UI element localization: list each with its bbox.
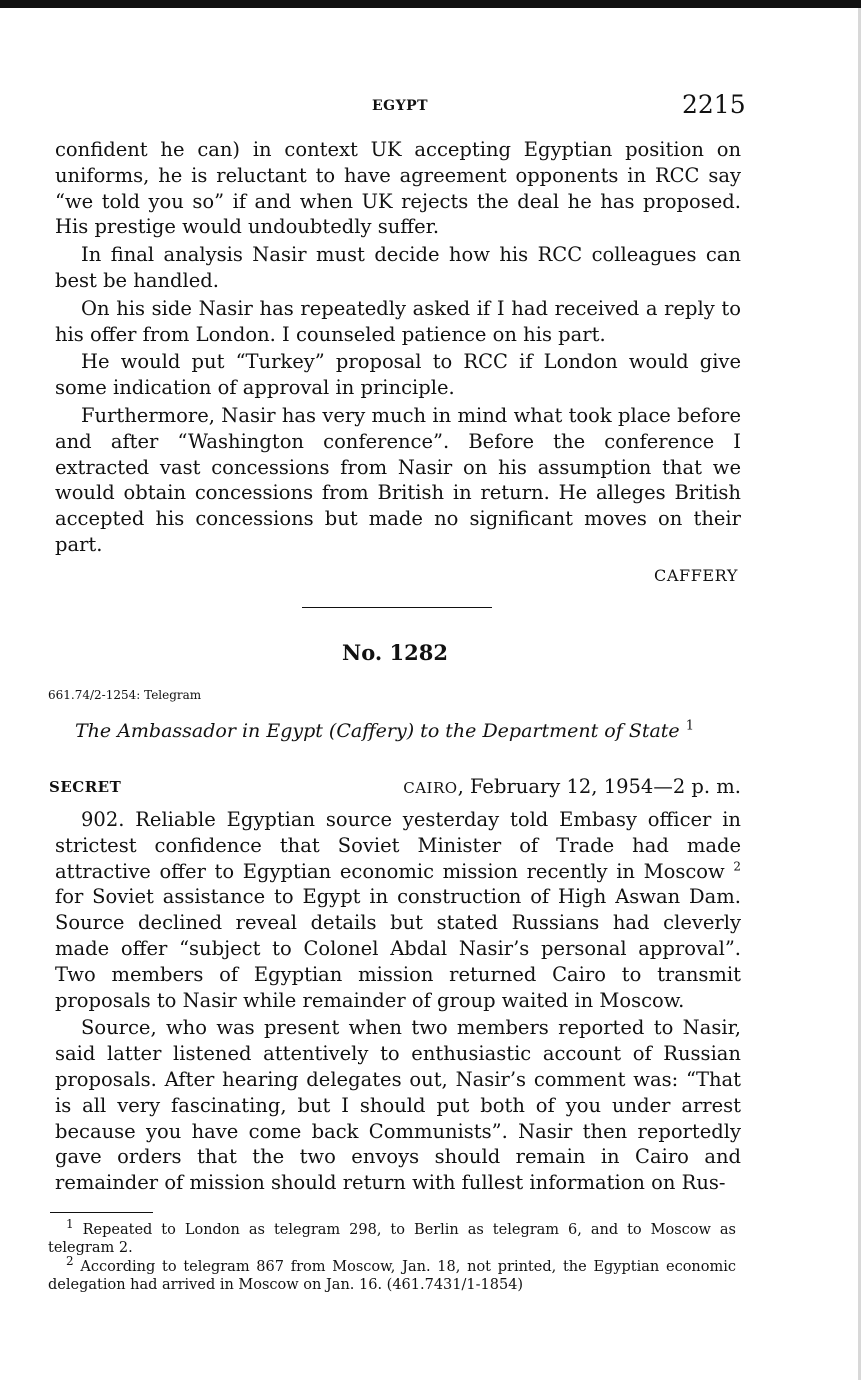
footnote bbox=[48, 1217, 736, 1257]
page-number: 2215 bbox=[682, 90, 746, 119]
signature: CAFFERY bbox=[654, 566, 738, 585]
dateline-date: , February 12, 1954—2 p. m. bbox=[457, 775, 741, 798]
paragraph: He would put “Turkey” proposal to RCC if London would give some indication of approval in principle. bbox=[55, 350, 741, 400]
paragraph: On his side Nasir has repeatedly asked if I had received a reply to his offer from London. I counseled patience on his part. bbox=[55, 296, 741, 346]
footnote-mark: 2 bbox=[66, 1254, 74, 1269]
paragraph: Furthermore, Nasir has very much in mind what took place before and after “Washington conference”. Before the conference I extracted vast concessions from Nasir on his assumption that we would obtain concessions from British in return. He alleges British accepted his concessions but made no significant moves on their part. bbox=[55, 403, 741, 556]
paragraph: In final analysis Nasir must decide how his RCC colleagues can best be handled. bbox=[55, 243, 741, 292]
footnote-text: Repeated to London as telegram 298, to Berlin as telegram 6, and to Moscow as telegram 2. bbox=[48, 1222, 736, 1256]
paragraph bbox=[55, 807, 741, 1013]
telegram-body bbox=[55, 807, 741, 1196]
dateline-city: CAIRO bbox=[403, 779, 458, 797]
dateline bbox=[395, 775, 741, 798]
footnote-mark: 2 bbox=[733, 859, 741, 874]
footnote-divider bbox=[50, 1212, 153, 1213]
section-divider bbox=[302, 607, 492, 608]
file-reference: 661.74/2-1254: Telegram bbox=[48, 688, 202, 702]
footnote bbox=[48, 1254, 736, 1294]
document-title bbox=[75, 720, 694, 742]
footnote-mark: 1 bbox=[685, 718, 695, 734]
footnote-mark: 1 bbox=[66, 1217, 74, 1232]
footnote-text: According to telegram 867 from Moscow, Jan. 18, not printed, the Egyptian economic delegation had arrived in Moscow on Jan. 16. (461.7431/1-1854) bbox=[48, 1259, 736, 1293]
paragraph-text: 902. Reliable Egyptian source yesterday told Embasy officer in strictest confidence that Soviet Minister of Trade had made attractive offer to Egyptian economic mission recently in Moscow bbox=[55, 808, 741, 883]
paragraph-text: for Soviet assistance to Egypt in construction of High Aswan Dam. Source declined reveal details but stated Russians had cleverly made offer “subject to Colonel Abdal Nasir’s personal approval”. Two members of Egyptian mission returned Cairo to transmit proposals to Nasir while remainder of group waited in Moscow. bbox=[55, 885, 741, 1012]
top-border bbox=[0, 0, 861, 8]
running-head: EGYPT bbox=[372, 98, 429, 114]
document-title-text: The Ambassador in Egypt (Caffery) to the Department of State bbox=[75, 720, 680, 742]
footnotes bbox=[48, 1217, 736, 1294]
classification: SECRET bbox=[49, 778, 122, 796]
continued-text bbox=[55, 137, 741, 558]
paragraph: confident he can) in context UK accepting Egyptian position on uniforms, he is reluctant to have agreement opponents in RCC say “we told you so” if and when UK rejects the deal he has proposed. His prestige would undoubtedly suffer. bbox=[55, 138, 741, 239]
document-number: No. 1282 bbox=[342, 640, 448, 665]
paragraph: Source, who was present when two members reported to Nasir, said latter listened attentively to enthusiastic account of Russian proposals. After hearing delegates out, Nasir’s comment was: “That is all very fascinating, but I should put both of you under arrest because you have come back Communists”. Nasir then reportedly gave orders that the two envoys should remain in Cairo and remainder of mission should return with fullest information on Rus- bbox=[55, 1016, 741, 1195]
